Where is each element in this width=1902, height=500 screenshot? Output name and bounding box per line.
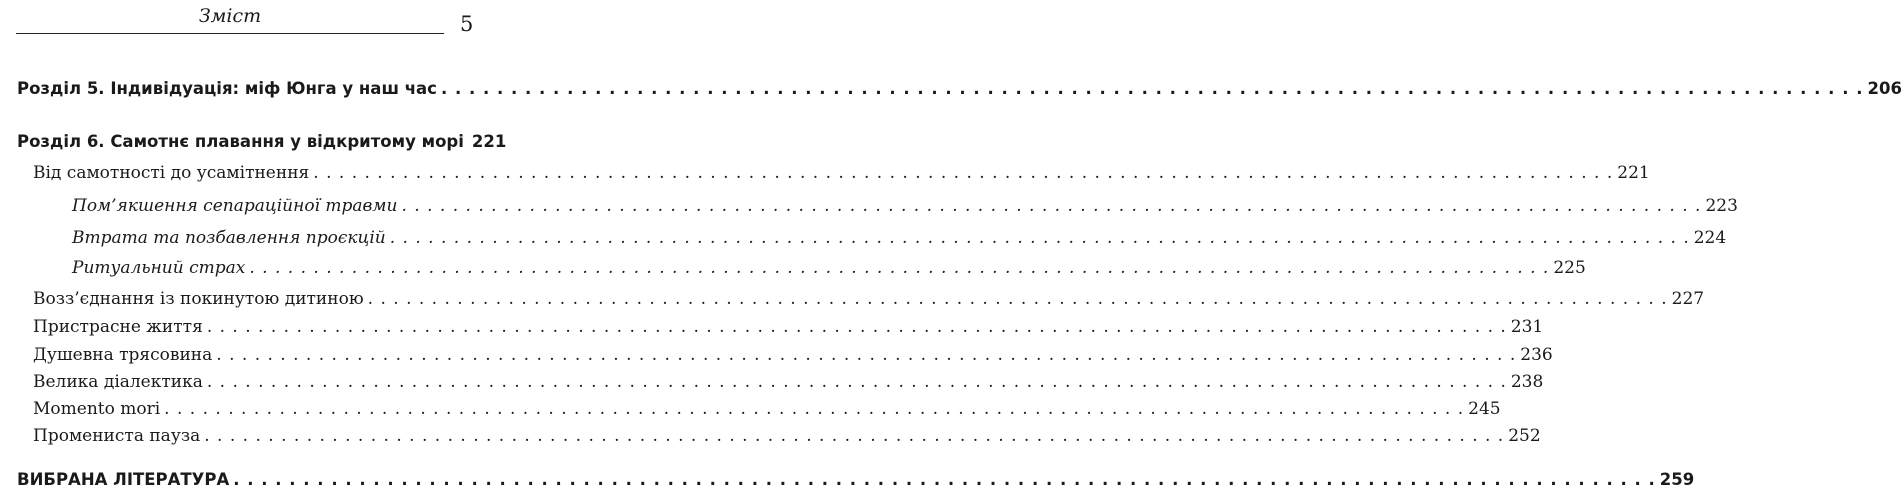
dot-leader bbox=[207, 317, 1507, 337]
toc-entry-page: 259 bbox=[1659, 470, 1695, 489]
header-rule bbox=[16, 33, 444, 34]
toc-entry-subsection[interactable] bbox=[72, 228, 1727, 254]
toc-entry-title: Розділ 6. Самотнє плавання у відкритому морі bbox=[17, 132, 464, 151]
dot-leader bbox=[401, 196, 1701, 216]
toc-entry-title: Возз’єднання із покинутою дитиною bbox=[33, 289, 364, 309]
toc-entry-section[interactable] bbox=[33, 163, 1650, 189]
toc-entry-section[interactable] bbox=[33, 372, 1544, 398]
toc-entry-page: 221 bbox=[471, 132, 507, 151]
dot-leader bbox=[313, 163, 1613, 183]
dot-leader bbox=[207, 372, 1507, 392]
toc-entry-section[interactable] bbox=[33, 399, 1501, 425]
toc-entry-title: Від самотності до усамітнення bbox=[33, 163, 310, 183]
toc-entry-chapter-6[interactable] bbox=[17, 132, 507, 158]
toc-entry-section[interactable] bbox=[33, 345, 1553, 371]
toc-entry-subsection[interactable] bbox=[72, 196, 1738, 222]
toc-entry-page: 252 bbox=[1508, 426, 1541, 446]
toc-entry-title: Промениста пауза bbox=[33, 426, 201, 446]
toc-entry-section[interactable] bbox=[33, 317, 1544, 343]
toc-entry-bibliography[interactable] bbox=[17, 470, 1695, 496]
dot-leader bbox=[233, 470, 1656, 489]
toc-entry-page: 236 bbox=[1520, 345, 1553, 365]
toc-entry-page: 245 bbox=[1468, 399, 1501, 419]
toc-entry-title: Momento mori bbox=[33, 399, 161, 419]
toc-entry-chapter-5[interactable] bbox=[17, 79, 1902, 105]
dot-leader bbox=[441, 79, 1864, 98]
toc-entry-page: 206 bbox=[1867, 79, 1902, 98]
dot-leader bbox=[216, 345, 1516, 365]
toc-entry-title: Втрата та позбавлення проєкцій bbox=[72, 228, 386, 248]
dot-leader bbox=[390, 228, 1690, 248]
toc-entry-title: Велика діалектика bbox=[33, 372, 203, 392]
toc-entry-title: Пристрасне життя bbox=[33, 317, 203, 337]
dot-leader bbox=[164, 399, 1464, 419]
dot-leader bbox=[249, 258, 1549, 278]
toc-entry-subsection[interactable] bbox=[72, 258, 1586, 284]
toc-entry-page: 231 bbox=[1510, 317, 1544, 337]
toc-entry-title: Ритуальний страх bbox=[72, 258, 246, 278]
running-header bbox=[0, 0, 500, 40]
toc-entry-page: 238 bbox=[1510, 372, 1544, 392]
toc-entry-section[interactable] bbox=[33, 289, 1705, 315]
dot-leader bbox=[368, 289, 1668, 309]
dot-leader bbox=[204, 426, 1504, 446]
toc-entry-title: ВИБРАНА ЛІТЕРАТУРА bbox=[17, 470, 230, 489]
toc-entry-page: 225 bbox=[1553, 258, 1586, 278]
toc-entry-page: 221 bbox=[1617, 163, 1650, 183]
page-number: 5 bbox=[460, 12, 474, 36]
toc-entry-section[interactable] bbox=[33, 426, 1541, 452]
toc-entry-page: 227 bbox=[1671, 289, 1705, 309]
toc-entry-title: Пом’якшення сепараційної травми bbox=[72, 196, 398, 216]
running-header-title: Зміст bbox=[198, 5, 262, 27]
toc-entry-page: 224 bbox=[1693, 228, 1727, 248]
toc-entry-title: Розділ 5. Індивідуація: міф Юнга у наш час bbox=[17, 79, 437, 98]
toc-entry-title: Душевна трясовина bbox=[33, 345, 213, 365]
toc-entry-page: 223 bbox=[1705, 196, 1738, 216]
